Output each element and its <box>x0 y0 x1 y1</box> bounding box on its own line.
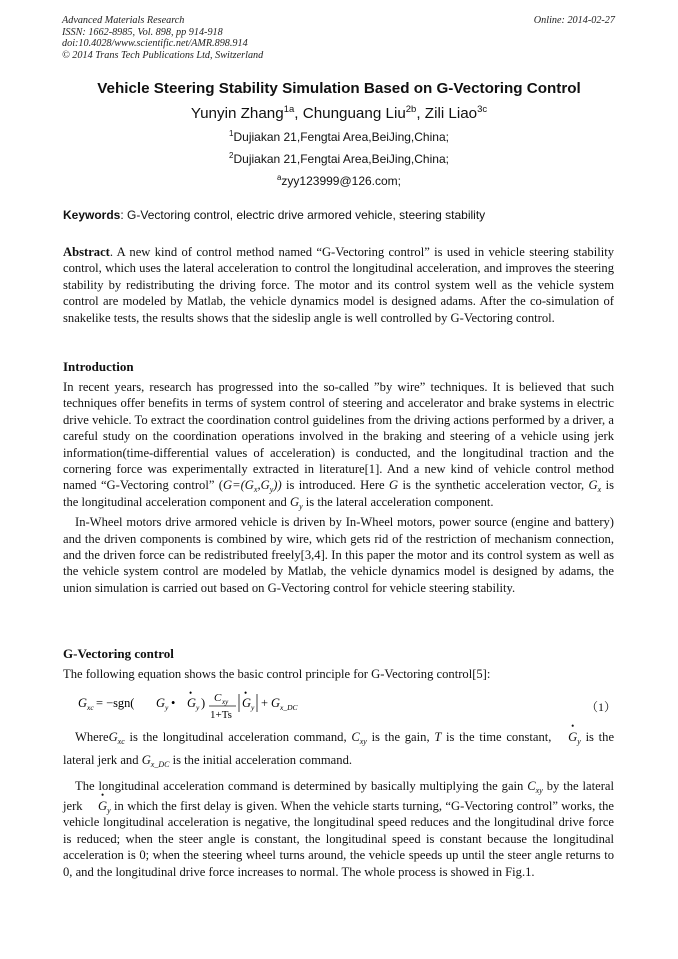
author-mark: 2b <box>405 104 417 115</box>
paragraph: In recent years, research has progressed into the so-called ”by wire” techniques. It is believed that such techniques offer benefits in terms of system control of steering and accelerator and brake systems in electric drive vehicle. To extract the coordination control guidelines from the driving actions performed by a driver, a careful study on the coordination operations involved in the braking and steering of a vehicle using jerk information(time-differential values of acceleration) is conducted, and the longitudinal traction and the cornering force was experimentally extracted in literature[1]. And a new kind of vehicle control method named “G-Vectoring control” $(G=(G_x,G_y))$ is introduced. Here G is the synthetic acceleration vector, $G_x$ is the longitudinal acceleration component and $G_y$ is the lateral acceleration component. <box>63 380 614 511</box>
svg-text:): ) <box>201 696 206 710</box>
svg-text:y: y <box>196 703 200 712</box>
equation-number: （1） <box>585 700 616 714</box>
svg-text:G: G <box>78 696 87 710</box>
svg-text:1+Ts: 1+Ts <box>210 709 232 721</box>
svg-text:xc: xc <box>87 703 94 712</box>
equation-graphic <box>76 690 356 724</box>
svg-text:G: G <box>242 696 251 710</box>
svg-text:x_DC: x_DC <box>280 703 298 712</box>
copyright: © 2014 Trans Tech Publications Ltd, Switzerland <box>62 49 264 61</box>
issn: ISSN: 1662-8985, Vol. 898, pp 914-918 <box>62 26 223 38</box>
svg-text:y: y <box>165 703 169 712</box>
abstract <box>63 244 614 326</box>
journal-name: Advanced Materials Research <box>62 15 185 26</box>
abstract-label: Abstract <box>63 245 110 259</box>
keywords <box>63 208 623 222</box>
dot-accent: • <box>189 690 193 698</box>
symbol-gy: $G_y$ <box>289 494 303 511</box>
paragraph: The longitudinal acceleration command is determined by basically multiplying the gain $C_{xy}$ by the lateral jerk • $G_y$ in which the first delay is given. When the vehicle starts turning, “G-Vectoring control” works, the vehicle longitudinal acceleration is negative, the longitudinal speed reduces and the longitudinal drive force is reduced; when the steer angle is constant, the longitudinal speed is constant because the longitudinal acceleration is 0; when the steering wheel turns around, the vehicle speeds up until the steer angle returns to 0, and the longitudinal drive force increases to normal. The whole process is showed in Fig.1. <box>63 775 614 880</box>
svg-text:xy: xy <box>222 698 229 706</box>
svg-text:G: G <box>271 696 280 710</box>
author-email: $^a$zyy123999@126.com; <box>276 173 402 188</box>
author-mark: 1a <box>283 104 295 115</box>
formula: $G=(G_x,G_y)$) <box>222 478 282 495</box>
paper-title: Vehicle Steering Stability Simulation Based on G-Vectoring Control <box>97 80 581 97</box>
equation-1 <box>76 690 616 724</box>
svg-text:= −sgn(: = −sgn( <box>96 696 135 710</box>
dot-accent: • <box>244 690 248 698</box>
affiliation: $^1$Dujiakan 21,Fengtai Area,BeiJing,China; <box>229 129 449 144</box>
keywords-text: : G-Vectoring control, electric drive armored vehicle, steering stability <box>120 208 486 222</box>
section-heading-gvectoring: G-Vectoring control <box>63 646 174 661</box>
author-name: Yunyin Zhang <box>190 105 284 122</box>
paragraph: WhereG$_{xc}$ is the longitudinal acceleration command, $C_{xy}$ is the gain, T is the time constant, • $G_y$ is the lateral jerk and $G_{x\_DC}$ is the initial acceleration command. <box>63 726 614 772</box>
gvc-intro: The following equation shows the basic control principle for G-Vectoring control[5]: <box>63 667 491 681</box>
author-mark: 3c <box>477 104 488 115</box>
svg-text:G: G <box>156 696 165 710</box>
journal-header <box>62 15 263 61</box>
keywords-label: Keywords <box>63 208 121 222</box>
author-name: Zili Liao <box>424 105 478 122</box>
paragraph: In-Wheel motors drive armored vehicle is driven by In-Wheel motors, power source (engine and battery) and the driven components is combined by wire, which gets rid of the restriction of mechanism connection, and the driven force can be redistributed freely[3,4]. In this paper the motor and its control system as well as the vehicle system control are modeled by Matlab, the vehicle dynamics model is designed by adams, the union simulation is carried out based on G-Vectoring control for vehicle steering stability. <box>63 515 614 595</box>
symbol-gx: $G_x$ <box>588 478 602 495</box>
svg-text:•: • <box>171 696 176 710</box>
section-heading-introduction: Introduction <box>63 359 134 374</box>
introduction-body <box>63 379 614 596</box>
svg-text:C: C <box>214 692 222 704</box>
author-name: Chunguang Liu <box>302 105 406 122</box>
svg-text:+: + <box>261 696 268 710</box>
online-date: Online: 2014-02-27 <box>533 15 615 26</box>
abstract-text: . A new kind of control method named “G-Vectoring control” is used in vehicle steering stability control, which uses the lateral acceleration to control the longitudinal acceleration, and improves the steering stability by redistributing the driving force. The motor and its control system well as the vehicle system control are modeled by Matlab, the vehicle dynamics model is designed adams. After the co-simulation of snakelike tests, the results shows that the sideslip angle is well controlled by G-Vectoring control. <box>63 245 614 325</box>
affiliation: $^2$Dujiakan 21,Fengtai Area,BeiJing,China; <box>229 151 449 166</box>
svg-text:y: y <box>251 703 255 712</box>
author-list: Yunyin Zhang$^{1a}$, Chunguang Liu$^{2b}$, Zili Liao$^{3c}$ <box>190 104 488 122</box>
doi[interactable]: doi:10.4028/www.scientific.net/AMR.898.914 <box>62 38 248 50</box>
symbol-g: G <box>389 478 399 493</box>
svg-text:G: G <box>187 696 196 710</box>
gvc-body <box>63 726 614 880</box>
